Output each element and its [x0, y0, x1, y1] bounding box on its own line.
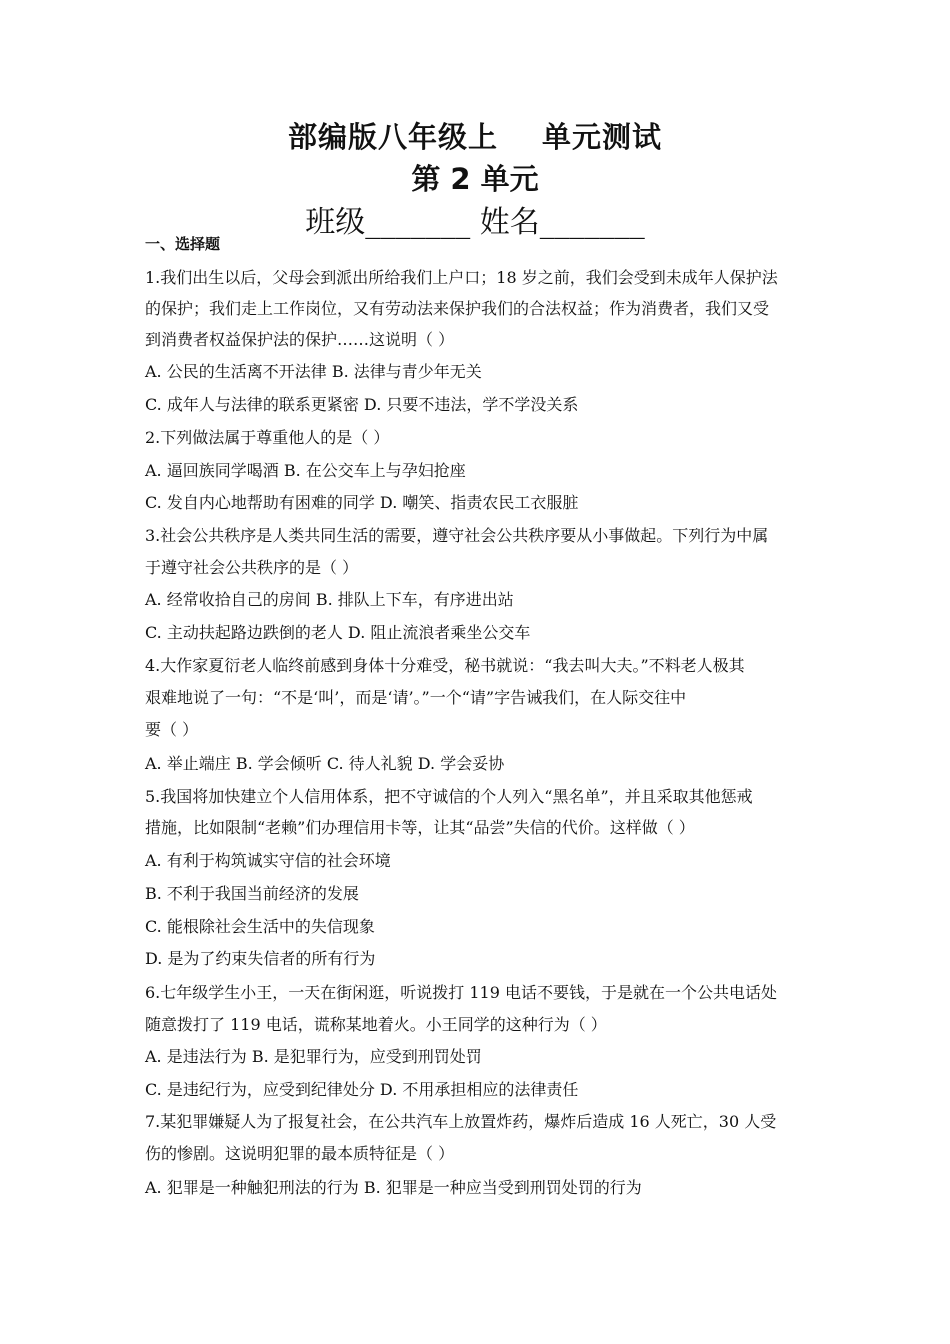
text-line: A. 经常收拾自己的房间 B. 排队上下车，有序进出站 — [145, 590, 514, 609]
title-part-test: 单元测试 — [542, 120, 663, 154]
class-name-fields: 班级_______ 姓名_______ — [305, 205, 645, 240]
text-line: A. 逼回族同学喝酒 B. 在公交车上与孕妇抢座 — [145, 461, 466, 480]
title-part-grade: 部编版八年级上 — [287, 120, 498, 154]
text-line: 于遵守社会公共秩序的是（ ） — [145, 558, 359, 577]
text-line: C. 成年人与法律的联系更紧密 D. 只要不违法，学不学没关系 — [145, 395, 579, 414]
text-line: 到消费者权益保护法的保护……这说明（ ） — [145, 330, 455, 349]
text-line: C. 能根除社会生活中的失信现象 — [145, 917, 375, 936]
text-line: 7.某犯罪嫌疑人为了报复社会，在公共汽车上放置炸药，爆炸后造成 16 人死亡，30 人受 — [145, 1112, 777, 1131]
text-line: C. 发自内心地帮助有困难的同学 D. 嘲笑、指责农民工衣服脏 — [145, 493, 579, 512]
text-line: A. 举止端庄 B. 学会倾听 C. 待人礼貌 D. 学会妥协 — [145, 754, 505, 773]
document-title — [0, 115, 950, 156]
text-line: A. 公民的生活离不开法律 B. 法律与青少年无关 — [145, 362, 482, 381]
text-line: 措施，比如限制“老赖”们办理信用卡等，让其“品尝”失信的代价。这样做（ ） — [145, 818, 695, 837]
text-line: A. 是违法行为 B. 是犯罪行为，应受到刑罚处罚 — [145, 1047, 482, 1066]
text-line: 1.我们出生以后，父母会到派出所给我们上户口；18 岁之前，我们会受到未成年人保护法 — [145, 268, 778, 287]
text-line: 5.我国将加快建立个人信用体系，把不守诚信的个人列入“黑名单”，并且采取其他惩戒 — [145, 787, 753, 806]
section-heading: 一、选择题 — [145, 235, 221, 253]
text-line: C. 主动扶起路边跌倒的老人 D. 阻止流浪者乘坐公交车 — [145, 623, 531, 642]
text-line: A. 有利于构筑诚实守信的社会环境 — [145, 851, 391, 870]
text-line: C. 是违纪行为，应受到纪律处分 D. 不用承担相应的法律责任 — [145, 1080, 579, 1099]
text-line: 伤的惨剧。这说明犯罪的最本质特征是（ ） — [145, 1144, 455, 1163]
text-line: B. 不利于我国当前经济的发展 — [145, 884, 359, 903]
text-line: 3.社会公共秩序是人类共同生活的需要，遵守社会公共秩序要从小事做起。下列行为中属 — [145, 526, 769, 545]
text-line: 要（ ） — [145, 720, 199, 739]
text-line: 的保护；我们走上工作岗位，又有劳动法来保护我们的合法权益；作为消费者，我们又受 — [145, 299, 770, 318]
text-line: 4.大作家夏衍老人临终前感到身体十分难受，秘书就说：“我去叫大夫。”不料老人极其 — [145, 656, 745, 675]
text-line: 6.七年级学生小王，一天在街闲逛，听说拨打 119 电话不要钱，于是就在一个公共电话处 — [145, 983, 777, 1002]
text-line: 随意拨打了 119 电话，谎称某地着火。小王同学的这种行为（ ） — [145, 1015, 607, 1034]
text-line: 艰难地说了一句：“不是‘叫’，而是‘请’。”一个“请”字告诫我们，在人际交往中 — [145, 688, 687, 707]
unit-title: 第 2 单元 — [411, 162, 539, 196]
text-line: A. 犯罪是一种触犯刑法的行为 B. 犯罪是一种应当受到刑罚处罚的行为 — [145, 1178, 642, 1197]
text-line: 2.下列做法属于尊重他人的是（ ） — [145, 428, 390, 447]
text-line: D. 是为了约束失信者的所有行为 — [145, 949, 376, 968]
